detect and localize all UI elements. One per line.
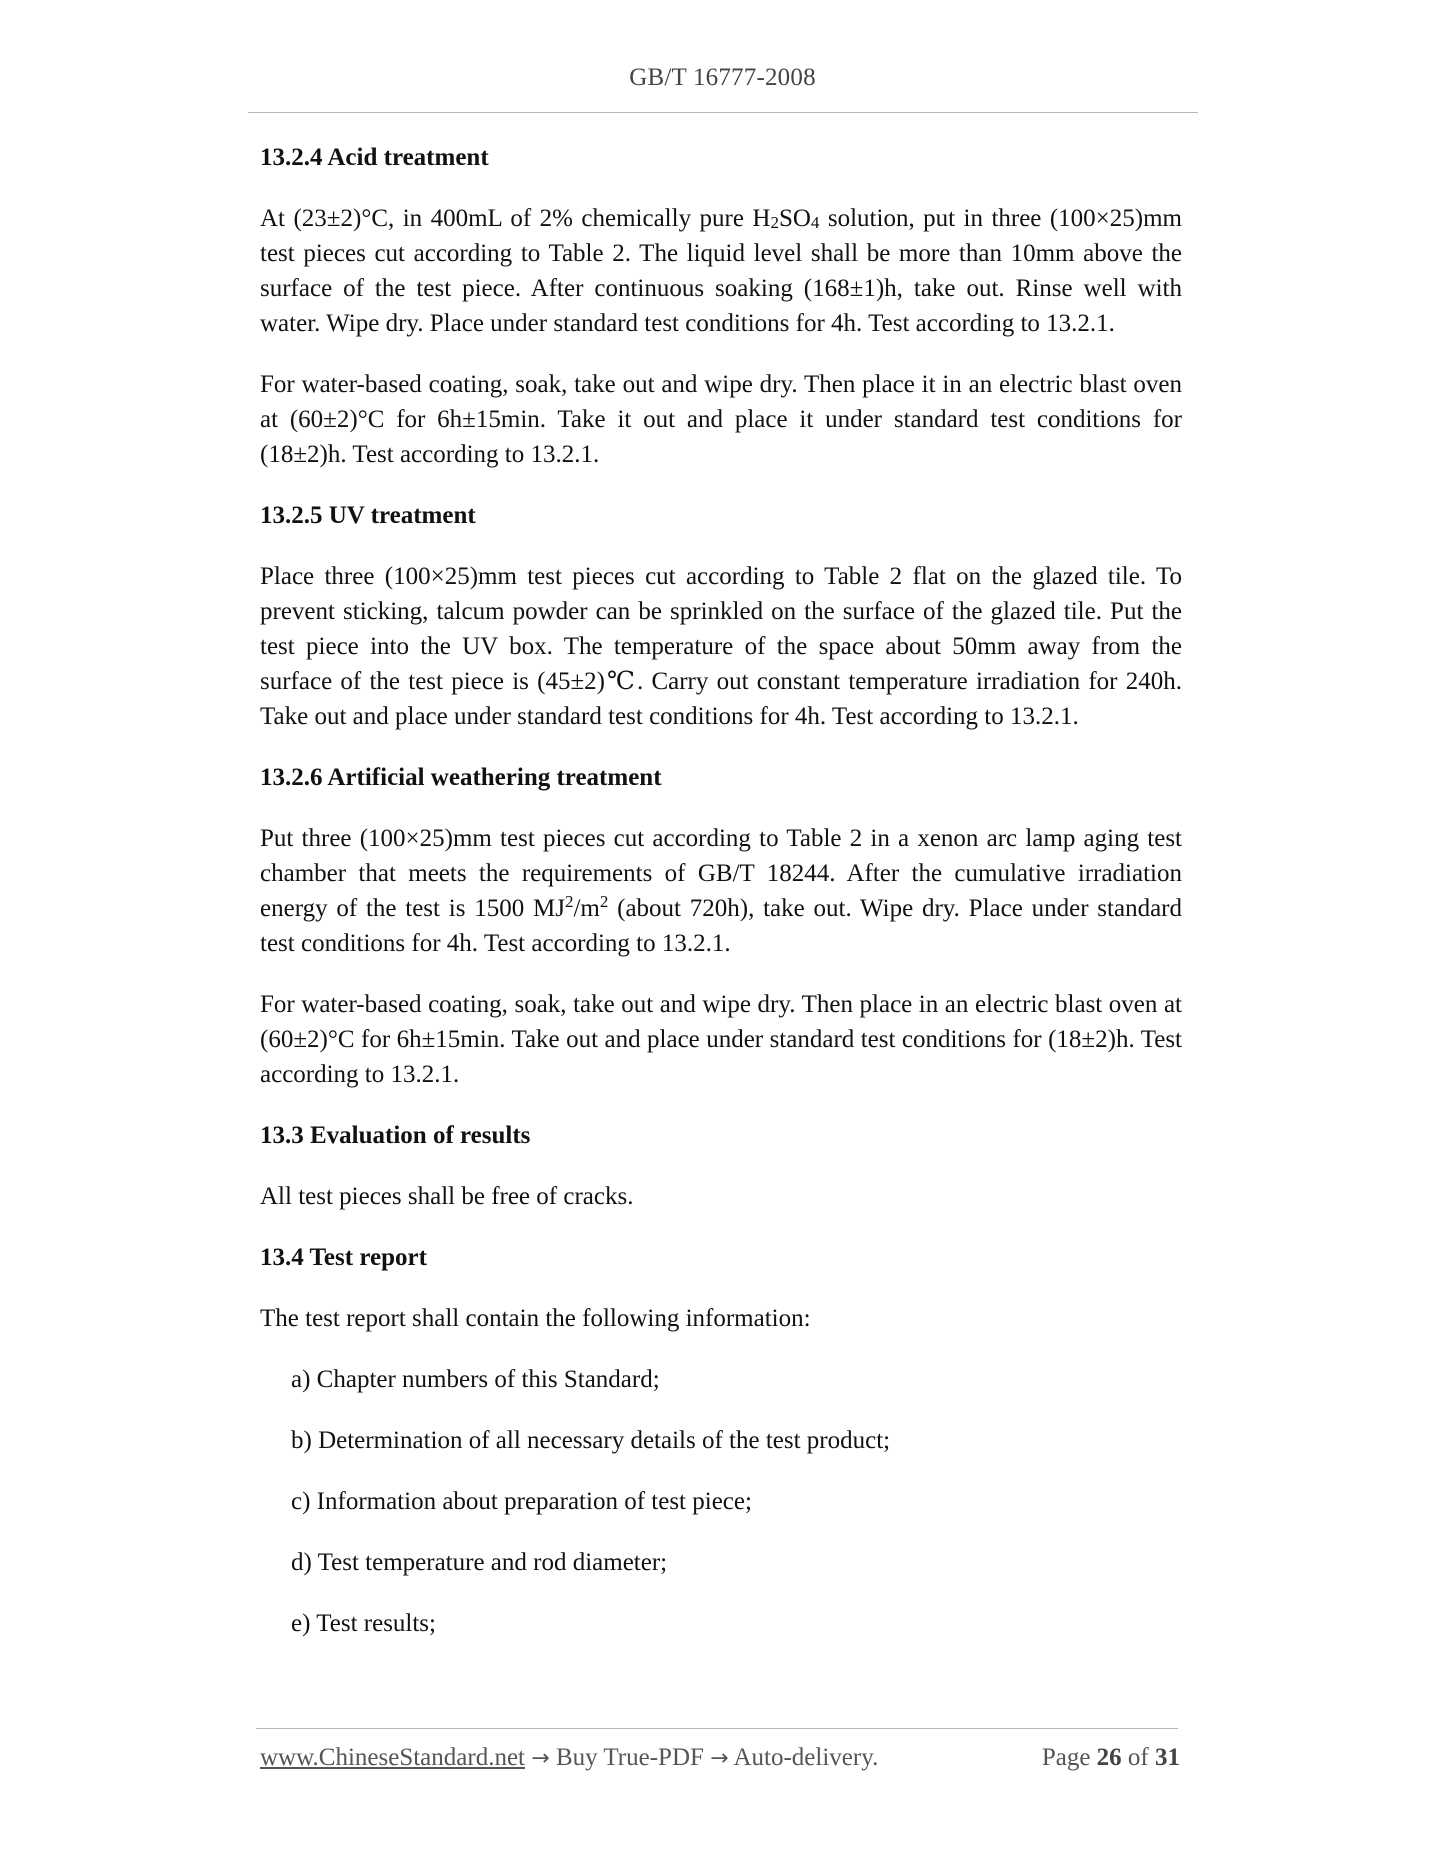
text-run: solution, put in three (100×25)mm test pieces cut according to Table 2. The liquid level shall be more than 10mm above the surface of the test piece. After continuous soaking (168±1)h, take out. Rinse well with water. Wipe dry. Place under standard test conditions for 4h. Test according to 13.2.1. xyxy=(260,205,1182,337)
page-label: Page xyxy=(1041,1744,1091,1771)
list-item: a) Chapter numbers of this Standard; xyxy=(291,1366,660,1393)
chinese-standard-link[interactable]: www.ChineseStandard.net xyxy=(260,1744,525,1771)
text-run: SO xyxy=(778,205,811,232)
paragraph-weathering-water-based: For water-based coating, soak, take out and wipe dry. Then place in an electric blast oven at (60±2)°C for 6h±15min. Take out and place under standard test conditions for (18±2)h. Test according to 13.2.1. xyxy=(260,991,1182,1088)
page-header-title: GB/T 16777-2008 xyxy=(629,64,816,91)
list-item: e) Test results; xyxy=(291,1610,436,1637)
subscript: 4 xyxy=(810,213,820,232)
text-run: At (23±2)°C, in 400mL of 2% chemically pure H xyxy=(260,205,771,232)
current-page-number: 26 xyxy=(1096,1744,1122,1771)
text-run: (about 720h), take out. Wipe dry. Place under standard test conditions for 4h. Test according to 13.2.1. xyxy=(260,895,1182,957)
section-heading-13-2-5: 13.2.5 UV treatment xyxy=(260,502,476,529)
subscript: 2 xyxy=(770,213,779,232)
paragraph-uv-treatment: Place three (100×25)mm test pieces cut according to Table 2 flat on the glazed tile. To prevent sticking, talcum powder can be sprinkled on the surface of the glazed tile. Put the test piece into the UV box. The temperature of the space about 50mm away from the surface of the test piece is (45±2)℃. Carry out constant temperature irradiation for 240h. Take out and place under standard test conditions for 4h. Test according to 13.2.1. xyxy=(260,563,1182,730)
paragraph-acid-treatment xyxy=(260,201,1182,341)
auto-delivery-text: Auto-delivery. xyxy=(728,1744,879,1771)
total-page-count: 31 xyxy=(1155,1744,1180,1771)
section-heading-13-2-4: 13.2.4 Acid treatment xyxy=(260,144,489,171)
page-number xyxy=(1042,1744,1180,1772)
header-divider xyxy=(248,112,1198,113)
arrow-right-icon: → xyxy=(710,1746,729,1771)
text-run: Put three (100×25)mm test pieces cut according to Table 2 in a xenon arc lamp aging test chamber that meets the requirements of GB/T 18244. After the cumulative irradiation energy of the test is 1500 MJ xyxy=(260,825,1182,922)
section-heading-13-2-6: 13.2.6 Artificial weathering treatment xyxy=(260,764,662,791)
footer-divider xyxy=(256,1728,1178,1729)
paragraph-test-report-intro: The test report shall contain the following information: xyxy=(260,1305,811,1332)
of-label: of xyxy=(1127,1744,1149,1771)
text-run: /m xyxy=(573,895,600,922)
buy-true-pdf-text: Buy True-PDF xyxy=(549,1744,711,1771)
section-heading-13-3: 13.3 Evaluation of results xyxy=(260,1122,531,1149)
superscript: 2 xyxy=(564,892,574,911)
footer-left xyxy=(260,1744,878,1772)
superscript: 2 xyxy=(599,892,609,911)
paragraph-acid-water-based: For water-based coating, soak, take out and wipe dry. Then place it in an electric blast oven at (60±2)°C for 6h±15min. Take it out and place it under standard test conditions for (18±2)h. Test according to 13.2.1. xyxy=(260,371,1182,468)
page-footer xyxy=(260,1744,1180,1778)
arrow-right-icon: → xyxy=(531,1746,550,1771)
document-body xyxy=(260,140,1182,1667)
list-item: b) Determination of all necessary details of the test product; xyxy=(291,1427,891,1454)
paragraph-evaluation: All test pieces shall be free of cracks. xyxy=(260,1183,634,1210)
paragraph-weathering-treatment xyxy=(260,821,1182,961)
section-heading-13-4: 13.4 Test report xyxy=(260,1244,427,1271)
list-item: c) Information about preparation of test piece; xyxy=(291,1488,752,1515)
list-item: d) Test temperature and rod diameter; xyxy=(291,1549,668,1576)
